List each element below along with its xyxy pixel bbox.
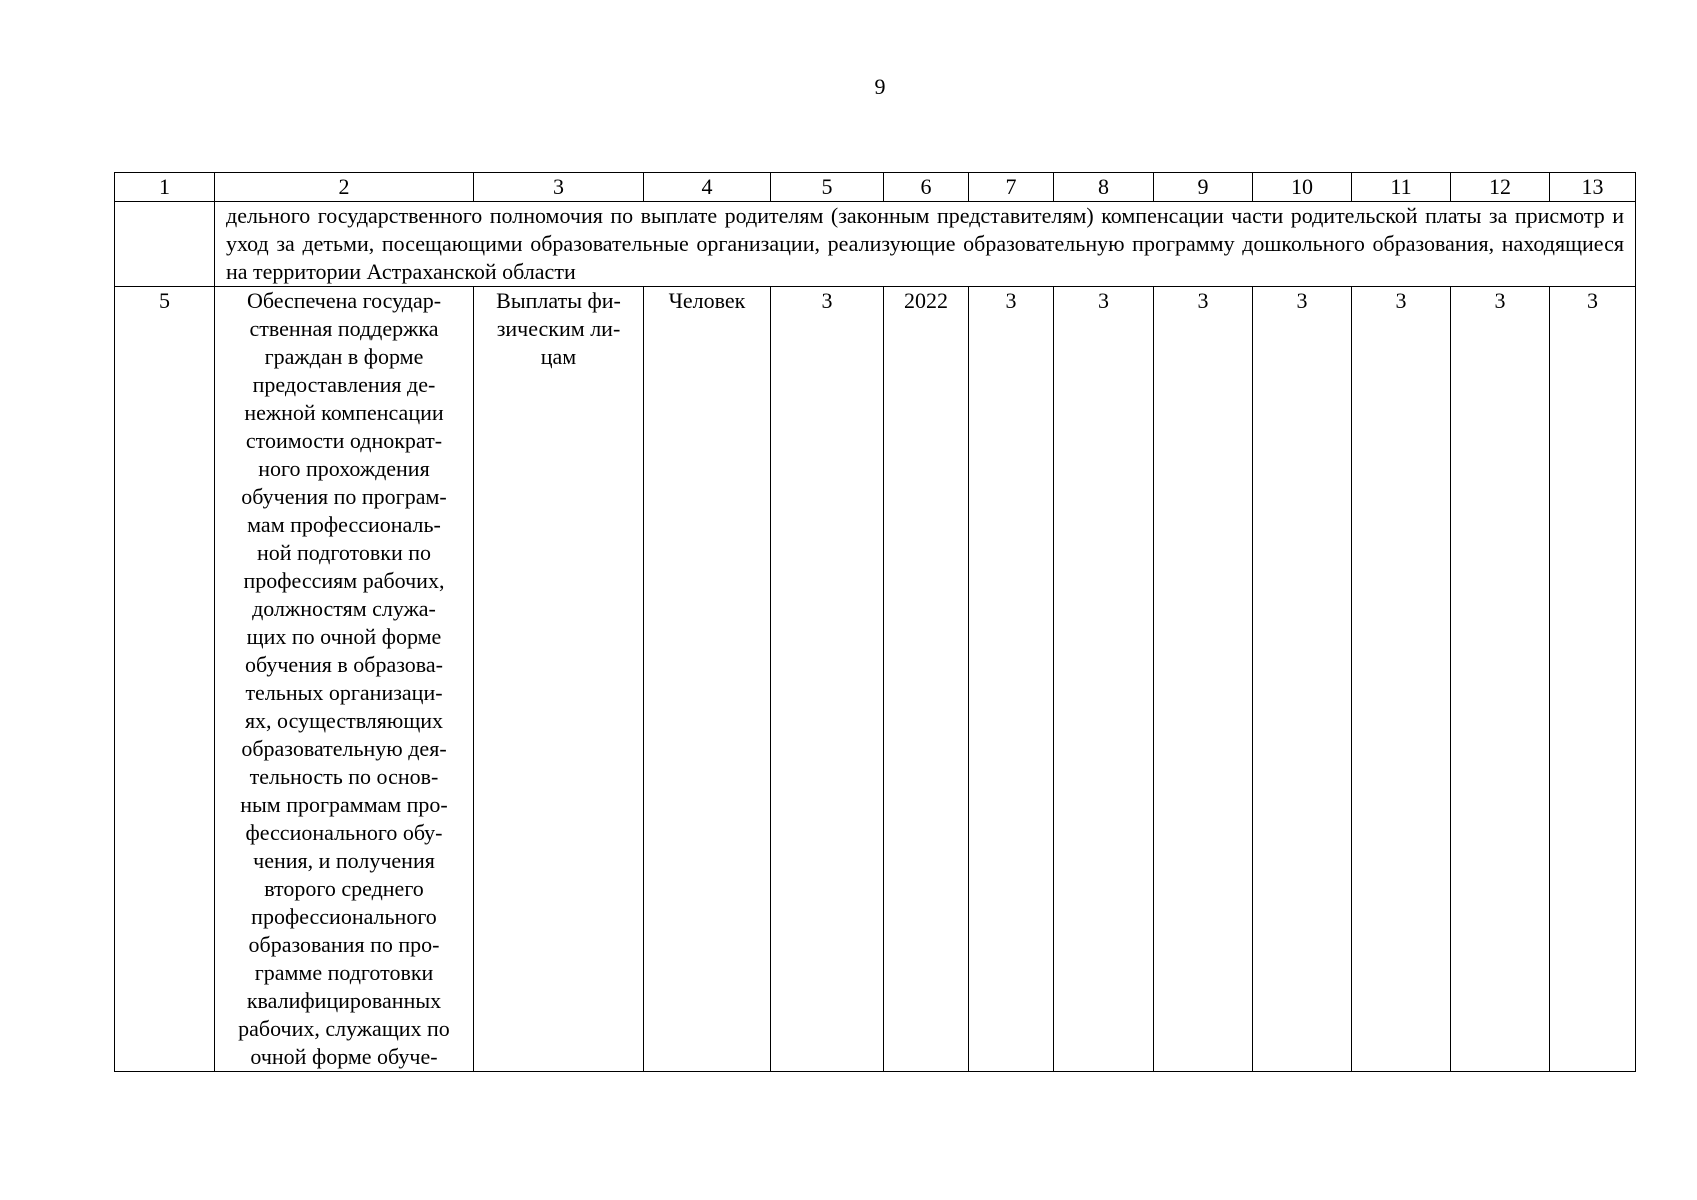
column-header-10: 10 bbox=[1253, 173, 1352, 202]
column-header-13: 13 bbox=[1550, 173, 1636, 202]
column-number-row bbox=[115, 173, 1636, 202]
value-cell-10: 3 bbox=[1253, 287, 1352, 1072]
value-cell-11: 3 bbox=[1352, 287, 1451, 1072]
column-header-3: 3 bbox=[474, 173, 644, 202]
column-header-2: 2 bbox=[215, 173, 474, 202]
year-cell-6: 2022 bbox=[884, 287, 969, 1072]
empty-number-cell bbox=[115, 202, 215, 287]
column-header-6: 6 bbox=[884, 173, 969, 202]
indicators-table bbox=[114, 172, 1636, 1072]
section-continuation-text: дельного государственного полномочия по выплате родителям (законным представителям) компенсации части родительской платы за присмотр и уход за детьми, посещающими образовательные организации, реализующие образовательную программу дошкольного образования, находящиеся на территории Астраханской области bbox=[215, 202, 1636, 287]
page-number: 9 bbox=[874, 74, 886, 99]
value-cell-12: 3 bbox=[1451, 287, 1550, 1072]
column-header-4: 4 bbox=[644, 173, 771, 202]
unit-cell: Человек bbox=[644, 287, 771, 1072]
column-header-5: 5 bbox=[771, 173, 884, 202]
column-header-9: 9 bbox=[1154, 173, 1253, 202]
section-continuation-row bbox=[115, 202, 1636, 287]
value-cell-9: 3 bbox=[1154, 287, 1253, 1072]
column-header-11: 11 bbox=[1352, 173, 1451, 202]
table-row bbox=[115, 287, 1636, 1072]
value-cell-13: 3 bbox=[1550, 287, 1636, 1072]
column-header-8: 8 bbox=[1054, 173, 1154, 202]
result-description-cell: Обеспечена государ- ственная поддержка граждан в форме предоставления де- нежной компенсации стоимости однократ- ного прохождения обучения по програм- мам профессиональ- ной подготовки по профессиям рабочих, должностям служа- щих по очной форме обучения в образова- тельных организаци- ях, осуществляющих образовательную дея- тельность по основ- ным программам про- фессионального обу- чения, и получения второго среднего профессионального образования по про- грамме подготовки квалифицированных рабочих, служащих по очной форме обуче- bbox=[215, 287, 474, 1072]
column-header-12: 12 bbox=[1451, 173, 1550, 202]
result-type-cell: Выплаты фи- зическим ли- цам bbox=[474, 287, 644, 1072]
value-cell-8: 3 bbox=[1054, 287, 1154, 1072]
value-cell-5: 3 bbox=[771, 287, 884, 1072]
value-cell-7: 3 bbox=[969, 287, 1054, 1072]
row-number-cell: 5 bbox=[115, 287, 215, 1072]
column-header-1: 1 bbox=[115, 173, 215, 202]
column-header-7: 7 bbox=[969, 173, 1054, 202]
